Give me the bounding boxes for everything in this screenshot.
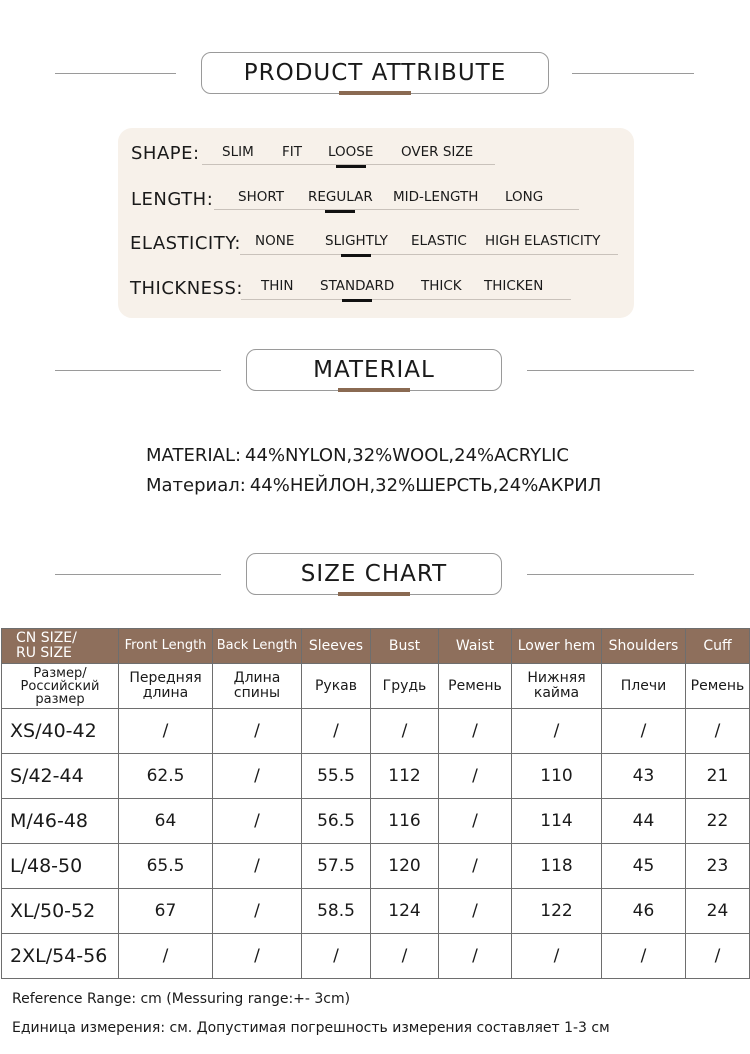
measure-cell: / xyxy=(119,934,213,979)
measure-cell: / xyxy=(302,709,371,754)
measure-cell: 112 xyxy=(371,754,439,799)
measure-cell: 67 xyxy=(119,889,213,934)
measure-cell: / xyxy=(686,709,750,754)
measure-cell: 124 xyxy=(371,889,439,934)
table-row xyxy=(2,709,750,754)
attr-option: SHORT xyxy=(238,189,284,205)
col-header-ru: Передняя длина xyxy=(119,664,213,709)
measure-cell: / xyxy=(602,934,686,979)
measure-cell: 21 xyxy=(686,754,750,799)
size-cell: 2XL/54-56 xyxy=(2,934,119,979)
attr-option: THICK xyxy=(421,278,462,294)
measure-cell: 45 xyxy=(602,844,686,889)
table-row xyxy=(2,889,750,934)
measure-cell: 114 xyxy=(512,799,602,844)
col-header: Shoulders xyxy=(602,629,686,664)
col-header-ru: Длина спины xyxy=(213,664,302,709)
footer-reference-en: Reference Range: cm (Messuring range:+- 3cm) xyxy=(12,991,351,1007)
attr-label-elasticity: ELASTICITY: xyxy=(130,233,241,254)
material-value-ru: 44%НЕЙЛОН,32%ШЕРСТЬ,24%АКРИЛ xyxy=(249,475,602,496)
size-chart-table xyxy=(1,628,750,979)
measure-cell: 44 xyxy=(602,799,686,844)
material-ru xyxy=(146,475,601,496)
attr-option: SLIM xyxy=(222,144,254,160)
material-value-en: 44%NYLON,32%WOOL,24%ACRYLIC xyxy=(245,445,569,466)
section-header-material xyxy=(246,349,502,391)
attr-option-selected: STANDARD xyxy=(320,278,395,294)
col-header: Bust xyxy=(371,629,439,664)
header-accent-bar xyxy=(338,592,410,596)
measure-cell: / xyxy=(213,934,302,979)
material-label-en: MATERIAL: xyxy=(146,445,242,466)
measure-cell: / xyxy=(213,889,302,934)
measure-cell: 58.5 xyxy=(302,889,371,934)
header-row-en xyxy=(2,629,750,664)
measure-cell: 23 xyxy=(686,844,750,889)
measure-cell: 57.5 xyxy=(302,844,371,889)
attr-option-selected: SLIGHTLY xyxy=(325,233,388,249)
table-row xyxy=(2,934,750,979)
col-header: Sleeves xyxy=(302,629,371,664)
section-title: MATERIAL xyxy=(313,357,435,383)
attr-line xyxy=(241,299,571,300)
measure-cell: / xyxy=(439,889,512,934)
measure-cell: / xyxy=(512,709,602,754)
attr-option: MID-LENGTH xyxy=(393,189,479,205)
measure-cell: / xyxy=(302,934,371,979)
table-row xyxy=(2,799,750,844)
col-header-ru: Ремень xyxy=(686,664,750,709)
measure-cell: 62.5 xyxy=(119,754,213,799)
measure-cell: / xyxy=(213,754,302,799)
size-cell: L/48-50 xyxy=(2,844,119,889)
header-row-ru xyxy=(2,664,750,709)
col-header: Cuff xyxy=(686,629,750,664)
material-en xyxy=(146,445,569,466)
measure-cell: 22 xyxy=(686,799,750,844)
material-label-ru: Материал: xyxy=(146,475,246,496)
attr-option: THIN xyxy=(261,278,294,294)
col-header-ru: Плечи xyxy=(602,664,686,709)
attr-option: LONG xyxy=(505,189,544,205)
col-header-ru: Рукав xyxy=(302,664,371,709)
col-header: CN SIZE/ RU SIZE xyxy=(2,629,119,664)
measure-cell: 110 xyxy=(512,754,602,799)
col-header-ru: Размер/ Российский размер xyxy=(2,664,119,709)
attr-line xyxy=(214,209,579,210)
divider-left xyxy=(55,73,176,74)
attr-option-selected: LOOSE xyxy=(328,144,374,160)
attr-line xyxy=(240,254,618,255)
attr-label-length: LENGTH: xyxy=(131,189,214,210)
table-row xyxy=(2,754,750,799)
measure-cell: / xyxy=(439,709,512,754)
header-accent-bar xyxy=(339,91,411,95)
col-header: Waist xyxy=(439,629,512,664)
divider-left xyxy=(55,370,221,371)
attr-label-shape: SHAPE: xyxy=(131,143,200,164)
section-title: SIZE CHART xyxy=(300,561,448,587)
measure-cell: 55.5 xyxy=(302,754,371,799)
footer-reference-ru: Единица измерения: см. Допустимая погрешность измерения составляет 1-3 см xyxy=(12,1020,610,1036)
measure-cell: / xyxy=(512,934,602,979)
measure-cell: / xyxy=(371,934,439,979)
col-header: Lower hem xyxy=(512,629,602,664)
measure-cell: 56.5 xyxy=(302,799,371,844)
measure-cell: 43 xyxy=(602,754,686,799)
attr-label-thickness: THICKNESS: xyxy=(130,278,243,299)
section-header-size-chart xyxy=(246,553,502,595)
measure-cell: 24 xyxy=(686,889,750,934)
attr-option-selected: REGULAR xyxy=(308,189,373,205)
attr-option: ELASTIC xyxy=(411,233,467,249)
col-header-ru: Нижняя кайма xyxy=(512,664,602,709)
section-header-attribute xyxy=(201,52,549,94)
size-cell: S/42-44 xyxy=(2,754,119,799)
header-accent-bar xyxy=(338,388,410,392)
table-row xyxy=(2,844,750,889)
attr-option: OVER SIZE xyxy=(401,144,474,160)
measure-cell: 64 xyxy=(119,799,213,844)
measure-cell: / xyxy=(213,844,302,889)
col-header: Front Length xyxy=(119,629,213,664)
measure-cell: 116 xyxy=(371,799,439,844)
measure-cell: / xyxy=(213,709,302,754)
divider-right xyxy=(527,370,694,371)
divider-right xyxy=(572,73,694,74)
col-header-ru: Грудь xyxy=(371,664,439,709)
measure-cell: 120 xyxy=(371,844,439,889)
size-cell: XS/40-42 xyxy=(2,709,119,754)
measure-cell: 65.5 xyxy=(119,844,213,889)
measure-cell: / xyxy=(119,709,213,754)
measure-cell: / xyxy=(439,754,512,799)
measure-cell: / xyxy=(439,844,512,889)
measure-cell: 46 xyxy=(602,889,686,934)
divider-right xyxy=(527,574,694,575)
measure-cell: 118 xyxy=(512,844,602,889)
section-title: PRODUCT ATTRIBUTE xyxy=(243,60,507,86)
measure-cell: / xyxy=(439,934,512,979)
measure-cell: / xyxy=(371,709,439,754)
measure-cell: / xyxy=(686,934,750,979)
measure-cell: / xyxy=(602,709,686,754)
size-cell: M/46-48 xyxy=(2,799,119,844)
col-header-ru: Ремень xyxy=(439,664,512,709)
col-header: Back Length xyxy=(213,629,302,664)
attr-option: FIT xyxy=(282,144,302,160)
attr-option: THICKEN xyxy=(484,278,544,294)
attr-option: NONE xyxy=(255,233,295,249)
size-cell: XL/50-52 xyxy=(2,889,119,934)
measure-cell: / xyxy=(213,799,302,844)
measure-cell: 122 xyxy=(512,889,602,934)
divider-left xyxy=(55,574,221,575)
measure-cell: / xyxy=(439,799,512,844)
attr-option: HIGH ELASTICITY xyxy=(485,233,601,249)
